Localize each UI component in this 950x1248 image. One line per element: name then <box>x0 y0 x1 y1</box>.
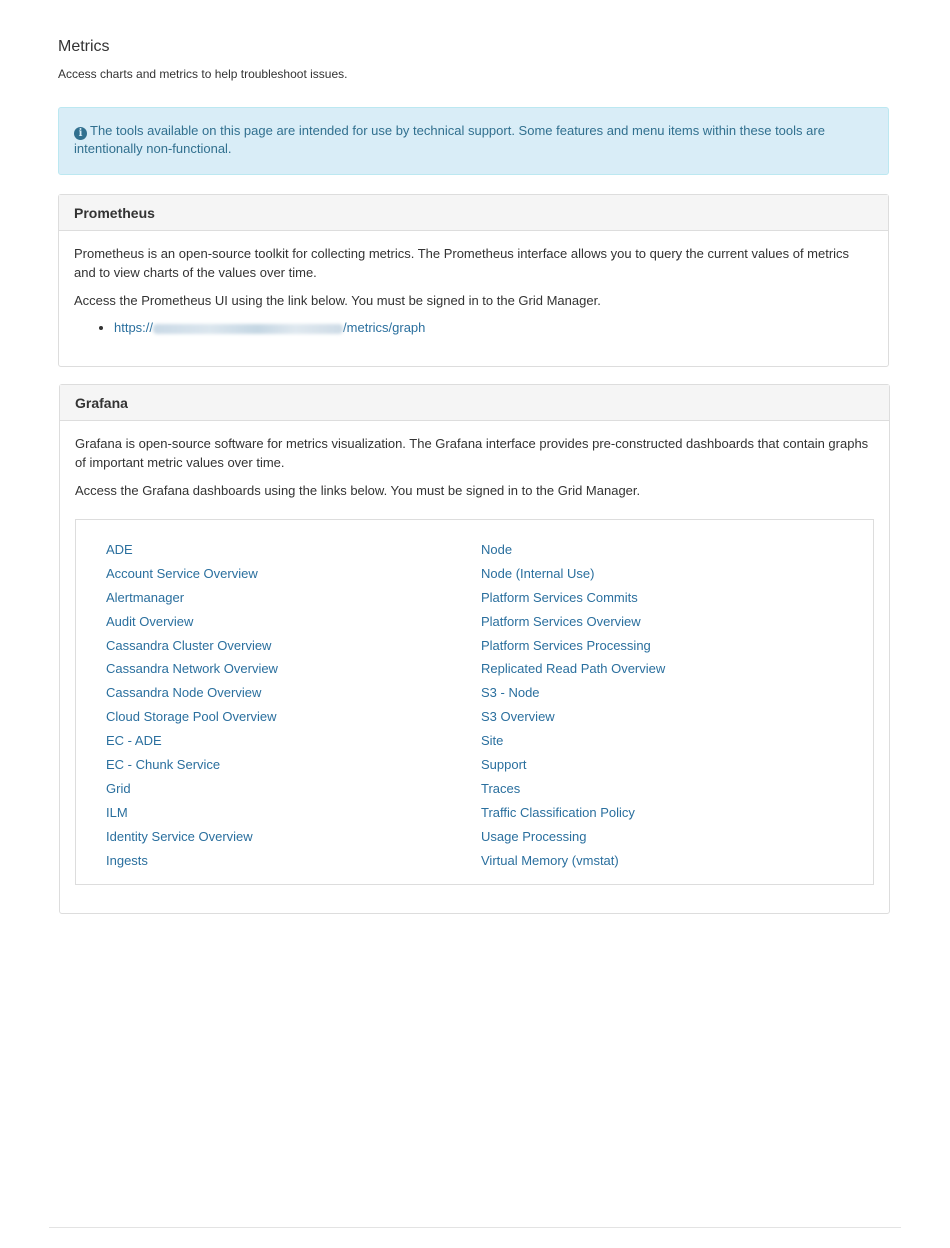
dashboard-list-right <box>481 538 665 872</box>
prometheus-link-list <box>74 319 873 337</box>
list-item <box>106 562 278 586</box>
dashboard-link[interactable]: Platform Services Overview <box>481 613 641 629</box>
dashboard-link[interactable]: Usage Processing <box>481 828 587 844</box>
dashboard-link[interactable]: Account Service Overview <box>106 565 258 581</box>
page-subtitle: Access charts and metrics to help troubleshoot issues. <box>58 67 348 81</box>
dashboard-link[interactable]: Node <box>481 542 513 557</box>
list-item <box>106 657 278 681</box>
dashboard-link[interactable]: Cassandra Cluster Overview <box>106 637 272 653</box>
list-item <box>481 681 665 705</box>
list-item <box>481 586 665 610</box>
list-item <box>481 705 665 729</box>
grafana-heading: Grafana <box>60 385 889 421</box>
dashboard-link[interactable]: Virtual Memory (vmstat) <box>481 852 619 868</box>
dashboard-link[interactable]: EC - Chunk Service <box>106 757 221 773</box>
list-item <box>106 538 278 562</box>
prometheus-body <box>59 231 888 337</box>
list-item <box>481 538 665 562</box>
footer-divider <box>49 1227 901 1228</box>
dashboard-link[interactable]: ILM <box>106 804 128 820</box>
link-suffix: /metrics/graph <box>343 320 426 335</box>
list-item <box>106 753 278 777</box>
dashboard-link[interactable]: Cloud Storage Pool Overview <box>106 709 277 725</box>
info-alert <box>58 107 889 175</box>
dashboard-link[interactable]: Cassandra Network Overview <box>106 661 278 677</box>
list-item <box>106 825 278 849</box>
dashboard-link[interactable]: Platform Services Commits <box>481 589 638 605</box>
list-item <box>106 705 278 729</box>
dashboard-link[interactable]: Support <box>481 757 527 773</box>
prometheus-panel <box>58 194 889 367</box>
dashboard-link[interactable]: Cassandra Node Overview <box>106 685 262 701</box>
dashboard-link[interactable]: Ingests <box>106 852 148 868</box>
prometheus-access-text: Access the Prometheus UI using the link below. You must be signed in to the Grid Manager. <box>74 293 601 308</box>
list-item <box>106 801 278 825</box>
list-item <box>106 586 278 610</box>
dashboard-link[interactable]: Audit Overview <box>106 613 194 629</box>
redacted-hostname <box>153 324 343 334</box>
grafana-access-text: Access the Grafana dashboards using the links below. You must be signed in to the Grid Manager. <box>75 483 641 498</box>
dashboard-link[interactable]: Site <box>481 733 504 749</box>
dashboard-link[interactable]: Traces <box>481 780 521 796</box>
list-item <box>114 319 873 337</box>
dashboard-links-box <box>75 519 874 885</box>
grafana-body <box>60 421 889 885</box>
dashboard-link[interactable]: Replicated Read Path Overview <box>481 661 666 677</box>
dashboard-list-left <box>106 538 278 872</box>
dashboard-link[interactable]: ADE <box>106 542 133 557</box>
prometheus-ui-link[interactable] <box>114 320 425 335</box>
list-item <box>481 753 665 777</box>
dashboard-link[interactable]: S3 - Node <box>481 685 540 701</box>
dashboard-link[interactable]: Identity Service Overview <box>106 828 253 844</box>
list-item <box>481 849 665 873</box>
link-prefix: https:// <box>114 320 154 335</box>
list-item <box>481 562 665 586</box>
list-item <box>481 825 665 849</box>
dashboard-link[interactable]: Alertmanager <box>106 589 185 605</box>
dashboard-link[interactable]: Platform Services Processing <box>481 637 651 653</box>
list-item <box>481 729 665 753</box>
list-item <box>481 657 665 681</box>
dashboard-link[interactable]: S3 Overview <box>481 709 555 725</box>
list-item <box>481 777 665 801</box>
grafana-description: Grafana is open-source software for metrics visualization. The Grafana interface provides pre-constructed dashboards that contain graphs of important metric values over time. <box>75 436 869 470</box>
prometheus-heading: Prometheus <box>59 195 888 231</box>
list-item <box>481 801 665 825</box>
dashboard-link[interactable]: EC - ADE <box>106 733 162 749</box>
list-item <box>481 610 665 634</box>
list-item <box>106 849 278 873</box>
list-item <box>481 634 665 658</box>
prometheus-description: Prometheus is an open-source toolkit for collecting metrics. The Prometheus interface allows you to query the current values of metrics and to view charts of the values over time. <box>74 246 850 280</box>
list-item <box>106 777 278 801</box>
list-item <box>106 681 278 705</box>
dashboard-link[interactable]: Node (Internal Use) <box>481 565 595 581</box>
alert-text: The tools available on this page are intended for use by technical support. Some features and menu items within these tools are intentionally non-functional. <box>74 123 825 156</box>
dashboard-link[interactable]: Grid <box>106 780 131 796</box>
dashboard-link[interactable]: Traffic Classification Policy <box>481 804 635 820</box>
list-item <box>106 634 278 658</box>
list-item <box>106 610 278 634</box>
list-item <box>106 729 278 753</box>
info-circle-icon: i <box>74 127 87 140</box>
page-title: Metrics <box>58 38 110 55</box>
grafana-panel <box>59 384 890 914</box>
